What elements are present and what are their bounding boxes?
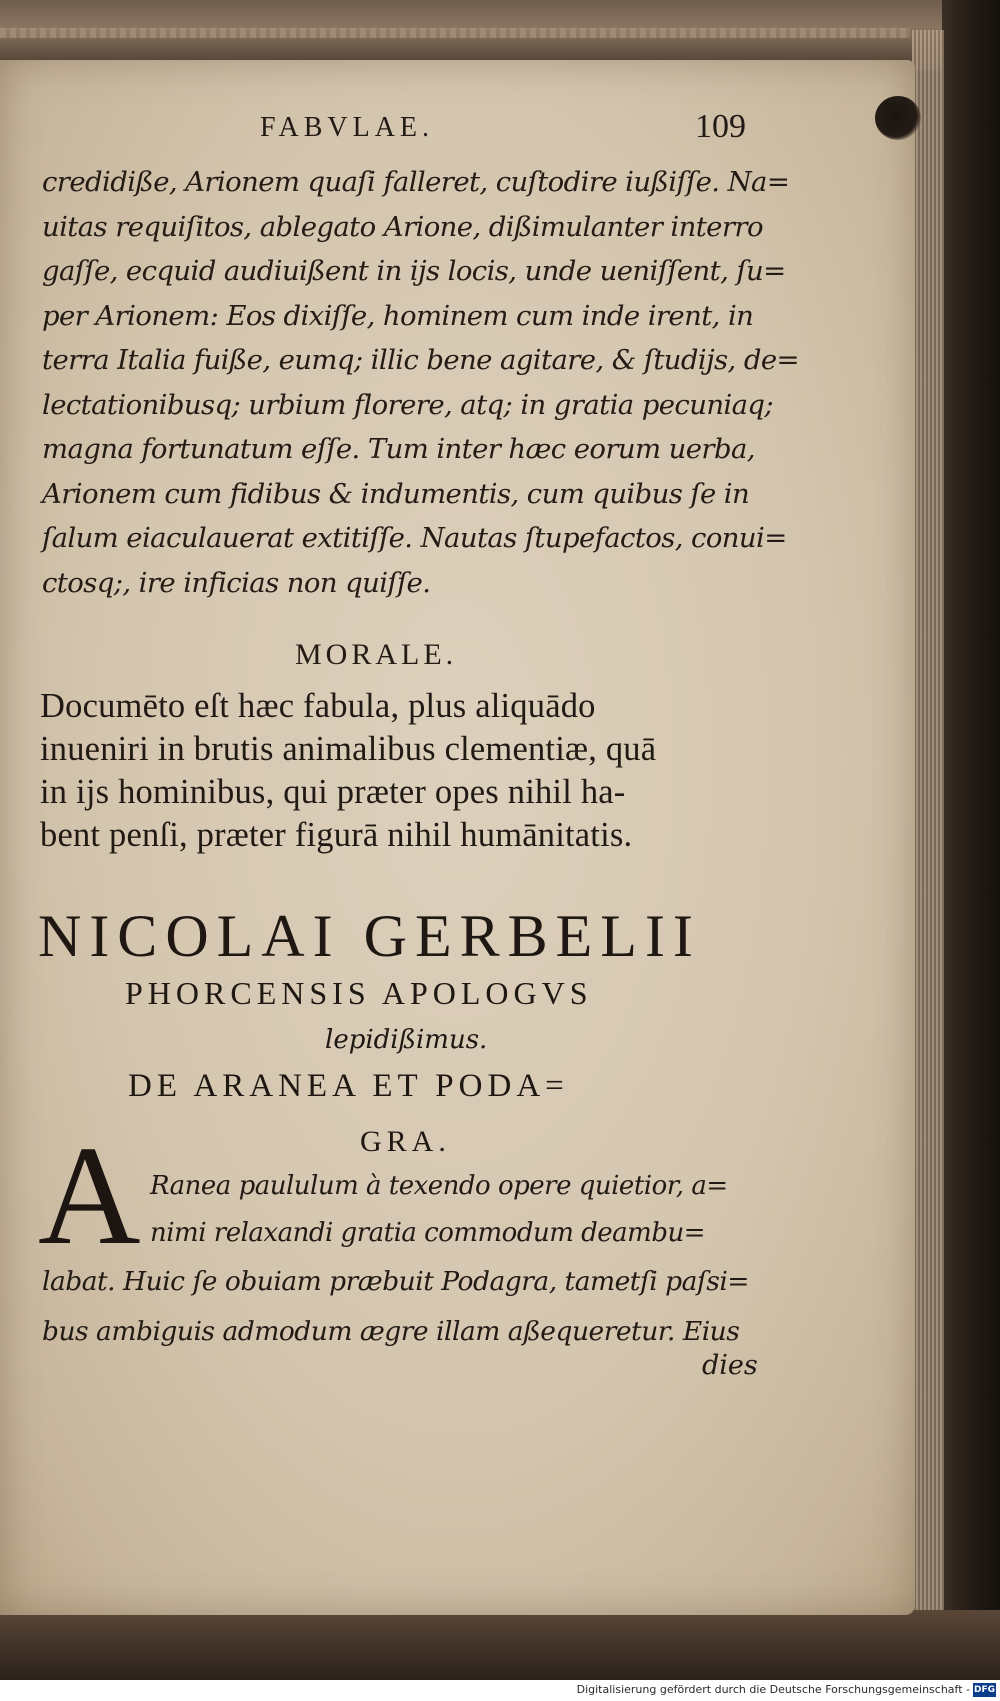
text-line: bus ambiguis admodum ægre illam aßequeretur. Eius	[42, 1316, 740, 1347]
book-bottom-edge	[0, 1610, 1000, 1680]
text-line: per Arionem: Eos dixiſſe, hominem cum inde irent, in	[42, 299, 754, 332]
fable-text	[42, 1257, 782, 1357]
catchword: dies	[702, 1350, 758, 1381]
funding-credit: Digitalisierung gefördert durch die Deutsche Forschungsgemeinschaft -	[576, 1683, 970, 1696]
text-line: inueniri in brutis animalibus clementiæ, quā	[40, 730, 657, 768]
text-line: labat. Huic ſe obuiam præbuit Podagra, tametſi paſsi=	[42, 1266, 750, 1297]
text-line: magna fortunatum eſſe. Tum inter hæc eorum uerba,	[42, 433, 755, 465]
text-line: nimi relaxandi gratia commodum deambu=	[150, 1218, 706, 1248]
text-line: Arionem cum fidibus & indumentis, cum quibus ſe in	[42, 477, 750, 510]
page-number: 109	[695, 108, 746, 145]
section-heading: DE ARANEA ET PODA=	[128, 1068, 569, 1104]
text-line: Documēto eſt hæc fabula, plus aliquādo	[40, 687, 596, 725]
text-line: uitas requiſitos, ablegato Arione, dißimulanter interro	[42, 210, 763, 243]
fable-indented-text	[150, 1163, 790, 1257]
page-stack-edge	[912, 30, 944, 1610]
section-heading-continued: GRA.	[360, 1125, 451, 1158]
text-line: bent penſi, præter figurā nihil humānitatis.	[40, 816, 633, 854]
running-head: FABVLAE.	[260, 112, 435, 143]
text-line: ſalum eiaculauerat extitiſſe. Nautas ſtupefactos, conui=	[42, 522, 787, 554]
text-line: gaſſe, ecquid audiuißent in ijs locis, unde ueniſſent, ſu=	[42, 255, 786, 287]
text-line: credidiße, Arionem quaſi falleret, cuſtodire iußiſſe. Na=	[42, 166, 790, 198]
morale-heading: MORALE.	[295, 638, 458, 671]
dfg-logo-icon: DFG	[973, 1685, 995, 1695]
text-line: terra Italia fuiße, eumq; illic bene agitare, & ſtudijs, de=	[42, 344, 799, 376]
work-subtitle: PHORCENSIS APOLOGVS	[125, 975, 593, 1011]
text-line: Ranea paululum à texendo opere quietior, a=	[150, 1171, 728, 1201]
arion-text-block	[42, 160, 799, 605]
title-epithet: lepidißimus.	[325, 1025, 488, 1055]
text-line: ctosq;, ire inficias non quiſſe.	[42, 566, 431, 599]
author-title: NICOLAI GERBELII	[38, 903, 701, 969]
book-right-edge	[942, 0, 1000, 1701]
drop-cap: A	[38, 1116, 141, 1274]
morale-text-block	[40, 685, 780, 857]
text-line: in ijs hominibus, qui præter opes nihil ha-	[40, 773, 626, 811]
ink-blot	[875, 96, 921, 140]
text-line: lectationibusq; urbium florere, atq; in gratia pecuniaq;	[42, 388, 774, 421]
